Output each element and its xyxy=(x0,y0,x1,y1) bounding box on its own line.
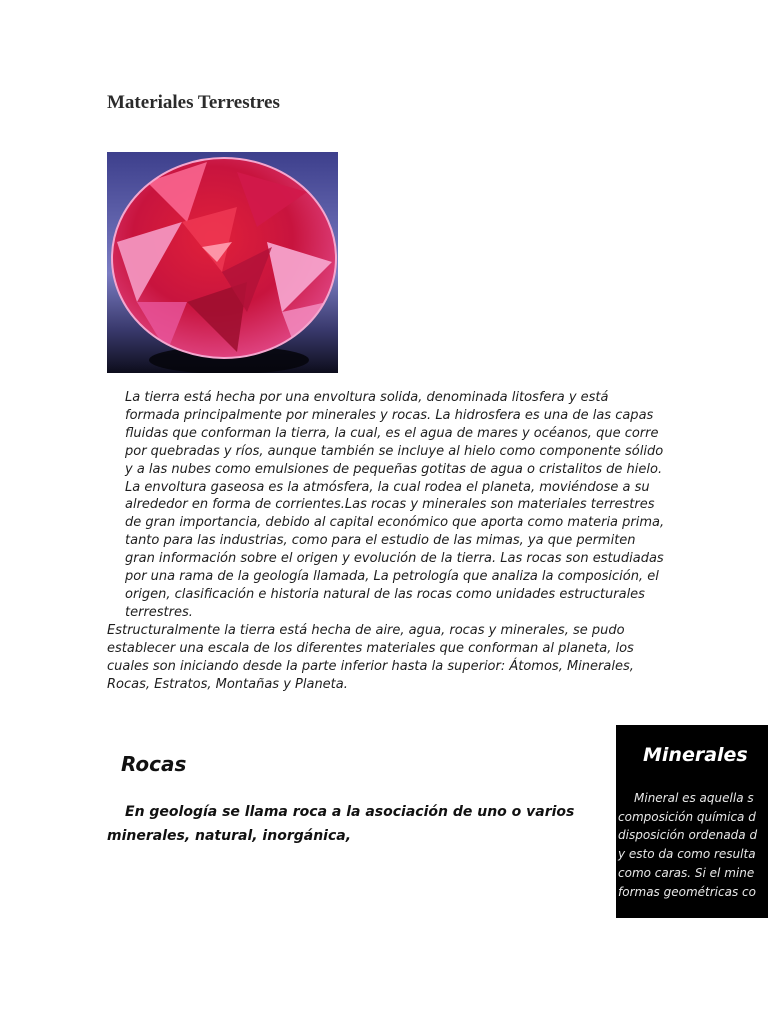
rocas-heading: Rocas xyxy=(121,752,187,776)
rocas-paragraph: En geología se llama roca a la asociación de uno o varios minerales, natural, inorgánica, xyxy=(107,804,575,844)
rocas-text xyxy=(107,800,587,848)
minerales-line: formas geométricas co xyxy=(618,884,756,899)
minerales-line: disposición ordenada d xyxy=(618,828,758,843)
intro-paragraph: Estructuralmente la tierra está hecha de aire, agua, rocas y minerales, se pudo establecer una escala de los diferentes materiales que conforman al planeta, los cuales son iniciando desde la parte inferior hasta la superior: Átomos, Minerales, Rocas, Estratos, Montañas y Planeta. xyxy=(107,622,634,692)
minerales-line: composición química d xyxy=(618,809,756,824)
intro-text xyxy=(107,389,667,693)
gemstone-image xyxy=(107,152,338,373)
minerales-line: Mineral es aquella s xyxy=(634,791,754,805)
minerales-line: como caras. Si el mine xyxy=(618,865,755,880)
page-title: Materiales Terrestres xyxy=(107,92,280,113)
intro-paragraph: La tierra está hecha por una envoltura solida, denominada litosfera y está formada principalmente por minerales y rocas. La hidrosfera es una de las capas fluidas que conforman la tierra, la cual, es el agua de mares y océanos, que corre por quebradas y ríos, aunque también se incluye al hielo como componente sólido y a las nubes como emulsiones de pequeñas gotitas de agua o cristalitos de hielo. La envoltura gaseosa es la atmósfera, la cual rodea el planeta, moviéndose a su alrededor en forma de corrientes.Las rocas y minerales son materiales terrestres de gran importancia, debido al capital económico que aporta como materia prima, tanto para las industrias, como para el estudio de las mimas, ya que permiten gran información sobre el origen y evolución de la tierra. Las rocas son estudiadas por una rama de la geología llamada, La petrología que analiza la composición, el origen, clasificación e historia natural de las rocas como unidades estructurales terrestres. xyxy=(125,390,665,620)
minerales-heading: Minerales xyxy=(643,744,748,766)
minerales-line: y esto da como resulta xyxy=(618,847,756,862)
minerales-text xyxy=(618,789,768,901)
minerales-panel xyxy=(616,725,768,918)
